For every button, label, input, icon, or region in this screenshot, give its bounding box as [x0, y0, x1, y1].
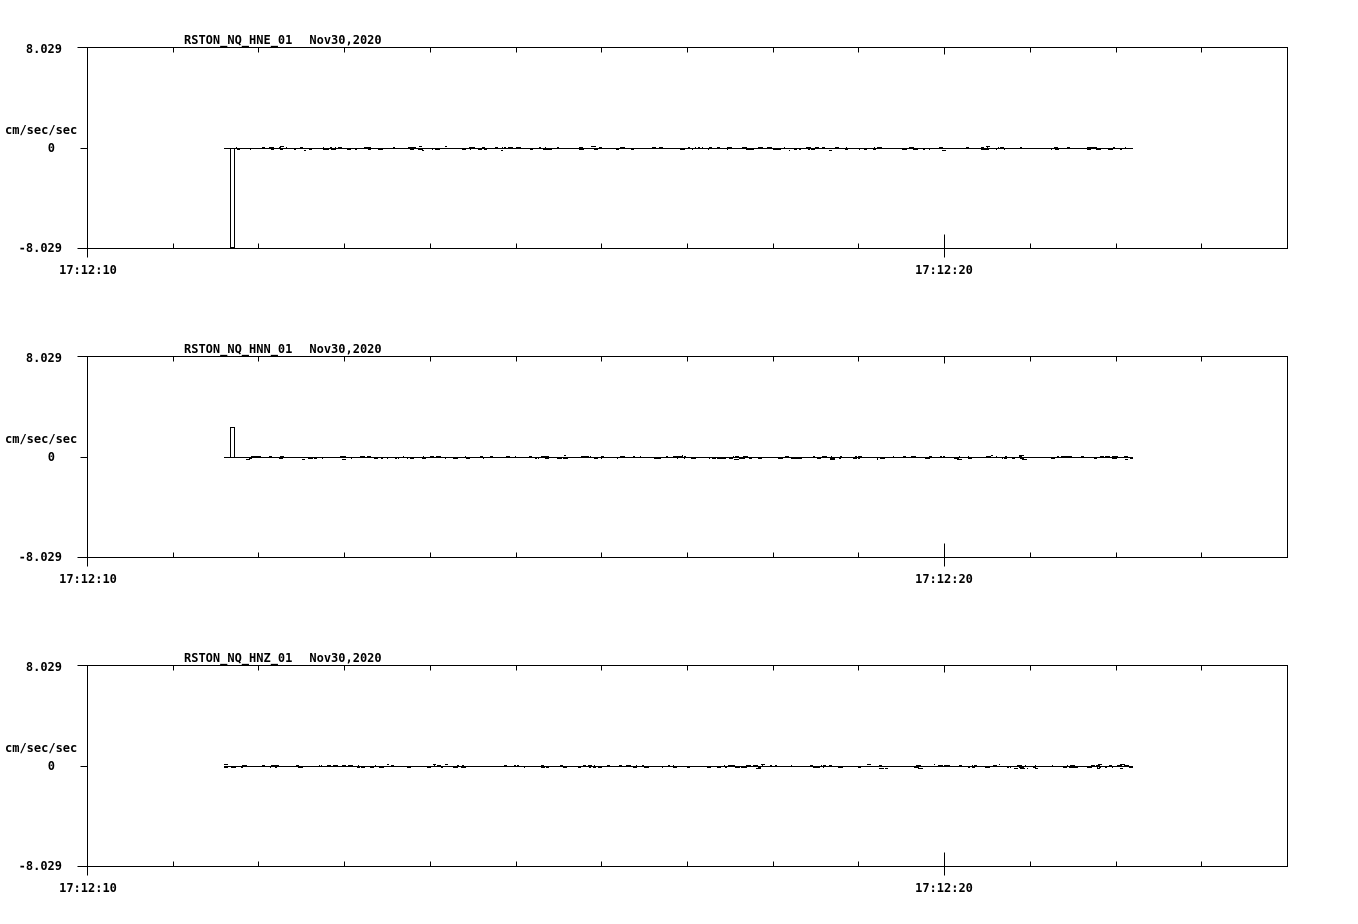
x-axis-tick-label-start: 17:12:10: [59, 881, 117, 895]
seismogram-panel-hnn: [0, 342, 1358, 596]
panel-station-label: RSTON_NQ_HNE_01: [184, 33, 293, 47]
panel-date-label: Nov30,2020: [309, 342, 382, 356]
panel-station-label: RSTON_NQ_HNN_01: [184, 342, 293, 356]
panel-date-label: Nov30,2020: [309, 33, 382, 47]
panel-station-label: RSTON_NQ_HNZ_01: [184, 651, 293, 665]
panel-title: [184, 343, 382, 356]
x-axis-tick-label-mid: 17:12:20: [915, 572, 973, 586]
seismogram-panel-hne: [0, 33, 1358, 287]
y-axis-zero-label: 0: [47, 450, 55, 464]
x-axis-tick-label-mid: 17:12:20: [915, 881, 973, 895]
y-axis-max-label: 8.029: [25, 351, 62, 365]
y-axis-min-label: -8.029: [18, 550, 62, 564]
y-axis-zero-label: 0: [47, 759, 55, 773]
y-axis-unit-label: cm/sec/sec: [5, 123, 78, 137]
panel-title: [184, 34, 382, 47]
seismogram-panel-hnz: [0, 651, 1358, 905]
y-axis-max-label: 8.029: [25, 660, 62, 674]
panel-title: [184, 652, 382, 665]
y-axis-unit-label: cm/sec/sec: [5, 741, 78, 755]
y-axis-min-label: -8.029: [18, 241, 62, 255]
y-axis-unit-label: cm/sec/sec: [5, 432, 78, 446]
x-axis-tick-label-start: 17:12:10: [59, 572, 117, 586]
panel-date-label: Nov30,2020: [309, 651, 382, 665]
x-axis-tick-label-start: 17:12:10: [59, 263, 117, 277]
y-axis-zero-label: 0: [47, 141, 55, 155]
x-axis-tick-label-mid: 17:12:20: [915, 263, 973, 277]
y-axis-min-label: -8.029: [18, 859, 62, 873]
y-axis-max-label: 8.029: [25, 42, 62, 56]
